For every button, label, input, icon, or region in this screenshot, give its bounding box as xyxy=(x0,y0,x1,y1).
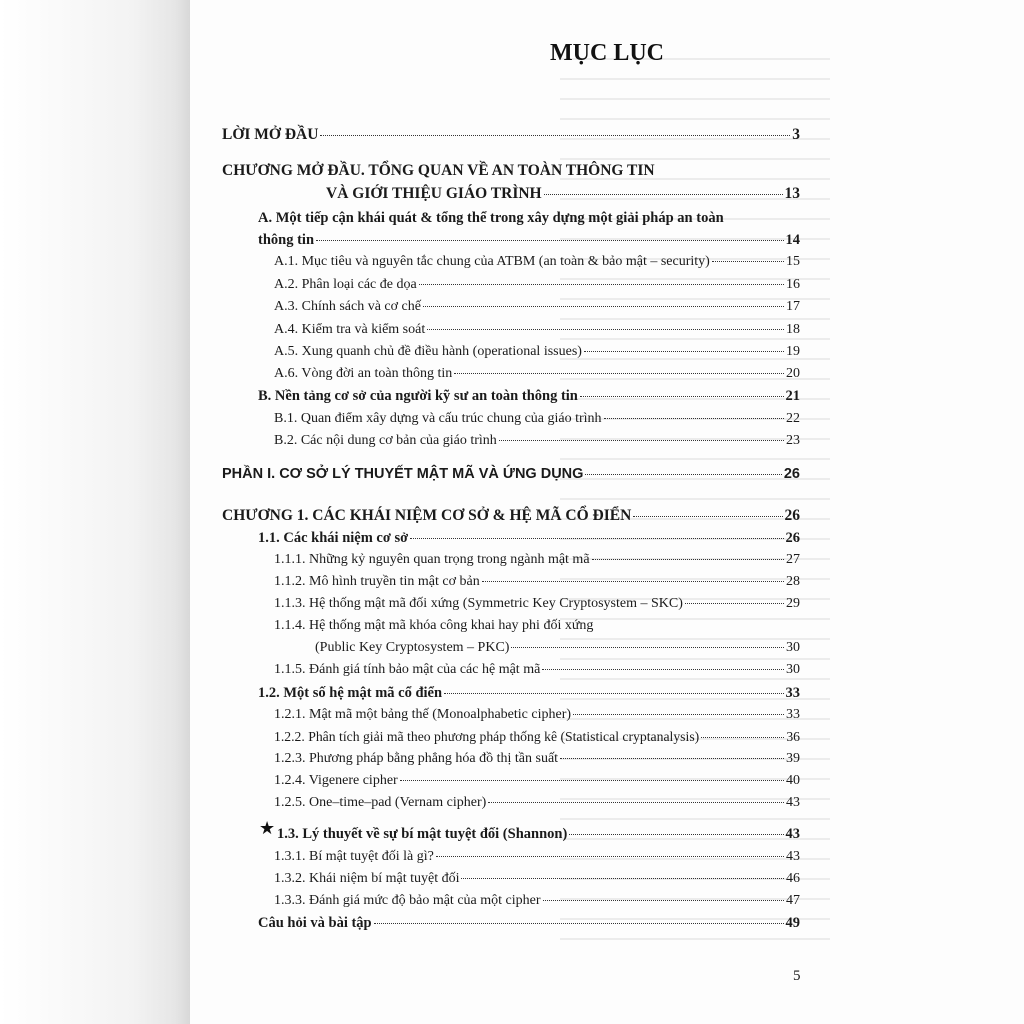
toc-entry-cau-hoi xyxy=(258,915,800,932)
toc-entry-page: 17 xyxy=(786,299,800,314)
toc-entry-title: 1.1.1. Những kỷ nguyên quan trọng trong ngành mật mã xyxy=(274,552,590,567)
toc-entry-chuong-mo-dau xyxy=(326,185,800,203)
toc-entry-page: 18 xyxy=(786,322,800,337)
toc-leader-dots xyxy=(454,372,784,374)
toc-entry-title: A.2. Phân loại các đe dọa xyxy=(274,277,417,292)
toc-entry-1-1-4 xyxy=(315,640,800,656)
toc-entry-title: A.6. Vòng đời an toàn thông tin xyxy=(274,366,453,381)
toc-entry-1-3 xyxy=(277,826,800,843)
toc-leader-dots xyxy=(585,473,781,475)
toc-leader-dots xyxy=(419,283,784,285)
toc-entry-page: 22 xyxy=(786,411,800,426)
toc-entry-title: (Public Key Cryptosystem – PKC) xyxy=(315,640,510,655)
toc-entry-page: 19 xyxy=(786,344,800,359)
toc-entry-page: 28 xyxy=(786,574,800,589)
toc-entry-title: 1.1.3. Hệ thống mật mã đối xứng (Symmetric Key Cryptosystem – SKC) xyxy=(274,596,683,611)
toc-entry-title: CHƯƠNG 1. CÁC KHÁI NIỆM CƠ SỞ & HỆ MÃ CỔ ĐIỂN xyxy=(222,507,632,524)
toc-entry-title: PHẦN I. CƠ SỞ LÝ THUYẾT MẬT MÃ VÀ ỨNG DỤNG xyxy=(222,466,584,482)
toc-entry-title: A.5. Xung quanh chủ đề điều hành (operational issues) xyxy=(274,344,582,359)
toc-entry-1-2-1 xyxy=(274,707,800,723)
toc-entry-a2 xyxy=(274,277,800,293)
toc-entry-title: 1.2.3. Phương pháp bằng phẳng hóa đồ thị tần suất xyxy=(274,751,559,766)
toc-entry-a1 xyxy=(274,254,800,270)
toc-entry-title: B.1. Quan điểm xây dựng và cấu trúc chung của giáo trình xyxy=(274,411,602,426)
toc-leader-dots xyxy=(423,305,784,307)
toc-entry-title: 1.2.5. One–time–pad (Vernam cipher) xyxy=(274,795,487,810)
toc-entry-1-1-4-line1: 1.1.4. Hệ thống mật mã khóa công khai hay phi đối xứng xyxy=(274,618,594,633)
toc-entry-loi-mo-dau xyxy=(222,126,800,144)
toc-entry-page: 33 xyxy=(785,685,800,701)
toc-entry-1-3-3 xyxy=(274,893,800,909)
toc-entry-page: 30 xyxy=(786,640,800,655)
toc-leader-dots xyxy=(701,736,784,738)
toc-entry-1-2-5 xyxy=(274,795,800,811)
toc-entry-1-3-1 xyxy=(274,849,800,865)
toc-entry-page: 14 xyxy=(785,232,800,248)
toc-entry-title: LỜI MỞ ĐẦU xyxy=(222,126,319,143)
toc-entry-title: Câu hỏi và bài tập xyxy=(258,915,372,931)
toc-leader-dots xyxy=(374,922,784,924)
toc-entry-page: 39 xyxy=(786,751,800,766)
toc-entry-1-2-3 xyxy=(274,751,800,767)
toc-entry-a6 xyxy=(274,366,800,382)
toc-entry-page: 26 xyxy=(783,466,800,482)
toc-leader-dots xyxy=(592,558,784,560)
toc-leader-dots xyxy=(573,713,784,715)
toc-entry-chuong-mo-dau-line1: CHƯƠNG MỞ ĐẦU. TỔNG QUAN VỀ AN TOÀN THÔNG TIN xyxy=(222,162,655,179)
toc-entry-page: 23 xyxy=(786,433,800,448)
toc-leader-dots xyxy=(685,602,784,604)
toc-entry-page: 36 xyxy=(786,729,800,744)
toc-entry-title: A.3. Chính sách và cơ chế xyxy=(274,299,421,314)
toc-entry-a4 xyxy=(274,322,800,338)
toc-leader-dots xyxy=(320,134,790,136)
toc-entry-phan-1 xyxy=(222,466,800,482)
toc-entry-title: B. Nền tảng cơ sở của người kỹ sư an toàn thông tin xyxy=(258,388,578,404)
toc-entry-title: 1.2.1. Mật mã một bảng thế (Monoalphabetic cipher) xyxy=(274,707,572,722)
toc-entry-title: 1.1.5. Đánh giá tính bảo mật của các hệ mật mã xyxy=(274,662,541,677)
toc-entry-title: 1.3.1. Bí mật tuyệt đối là gì? xyxy=(274,849,434,864)
toc-entry-1-1 xyxy=(258,530,800,547)
toc-leader-dots xyxy=(712,260,784,262)
toc-entry-b1 xyxy=(274,411,800,427)
toc-entry-page: 26 xyxy=(785,530,800,546)
toc-leader-dots xyxy=(569,833,783,835)
toc-entry-title: thông tin xyxy=(258,232,315,248)
toc-entry-page: 47 xyxy=(786,893,800,908)
toc-entry-page: 16 xyxy=(786,277,800,292)
toc-leader-dots xyxy=(584,350,784,352)
toc-entry-1-2-2 xyxy=(274,729,800,745)
toc-leader-dots xyxy=(482,580,784,582)
toc-entry-a xyxy=(258,232,800,249)
toc-leader-dots xyxy=(488,801,784,803)
toc-entry-title: 1.2. Một số hệ mật mã cổ điển xyxy=(258,685,443,701)
toc-leader-dots xyxy=(499,439,784,441)
toc-entry-page: 26 xyxy=(784,507,800,524)
toc-entry-a5 xyxy=(274,344,800,360)
toc-leader-dots xyxy=(410,537,783,539)
toc-entry-page: 29 xyxy=(786,596,800,611)
toc-entry-title: 1.1. Các khái niệm cơ sở xyxy=(258,530,409,546)
toc-entry-title: B.2. Các nội dung cơ bản của giáo trình xyxy=(274,433,497,448)
toc-entry-page: 13 xyxy=(784,185,800,202)
toc-leader-dots xyxy=(444,692,783,694)
toc-entry-page: 27 xyxy=(786,552,800,567)
book-spine-shadow xyxy=(0,0,190,1024)
toc-entry-title: 1.2.4. Vigenere cipher xyxy=(274,773,398,788)
toc-leader-dots xyxy=(544,193,783,195)
toc-entry-1-1-5 xyxy=(274,662,800,678)
toc-entry-title: 1.3.2. Khái niệm bí mật tuyệt đối xyxy=(274,871,460,886)
toc-leader-dots xyxy=(511,646,784,648)
toc-leader-dots xyxy=(400,779,784,781)
toc-entry-1-1-3 xyxy=(274,596,800,612)
toc-entry-1-2 xyxy=(258,685,800,702)
toc-leader-dots xyxy=(461,877,784,879)
toc-entry-page: 20 xyxy=(786,366,800,381)
toc-entry-page: 40 xyxy=(786,773,800,788)
toc-entry-page: 49 xyxy=(785,915,800,931)
toc-leader-dots xyxy=(560,757,784,759)
toc-leader-dots xyxy=(580,395,784,397)
toc-leader-dots xyxy=(427,328,784,330)
toc-entry-title: A.4. Kiểm tra và kiểm soát xyxy=(274,322,426,337)
toc-entry-a3 xyxy=(274,299,800,315)
toc-entry-1-2-4 xyxy=(274,773,800,789)
toc-entry-page: 43 xyxy=(786,795,800,810)
toc-entry-page: 3 xyxy=(792,126,800,143)
toc-entry-b xyxy=(258,388,800,405)
toc-entry-title: 1.3. Lý thuyết về sự bí mật tuyệt đối (Shannon) xyxy=(277,826,568,842)
toc-entry-1-1-1 xyxy=(274,552,800,568)
toc-leader-dots xyxy=(633,515,782,517)
toc-entry-page: 30 xyxy=(786,662,800,677)
toc-entry-title: 1.3.3. Đánh giá mức độ bảo mật của một cipher xyxy=(274,893,541,908)
toc-entry-page: 46 xyxy=(786,871,800,886)
toc-entry-1-3-2 xyxy=(274,871,800,887)
toc-leader-dots xyxy=(542,668,784,670)
toc-entry-chuong-1 xyxy=(222,507,800,525)
page-number: 5 xyxy=(793,968,801,984)
toc-entry-a-line1: A. Một tiếp cận khái quát & tổng thể trong xây dựng một giải pháp an toàn xyxy=(258,210,724,226)
toc-entry-page: 21 xyxy=(785,388,800,404)
toc-leader-dots xyxy=(543,899,784,901)
toc-entry-page: 43 xyxy=(785,826,800,842)
toc-leader-dots xyxy=(316,239,783,241)
toc-entry-title: 1.2.2. Phân tích giải mã theo phương pháp thống kê (Statistical cryptanalysis) xyxy=(274,729,700,744)
toc-entry-b2 xyxy=(274,433,800,449)
toc-entry-page: 33 xyxy=(786,707,800,722)
toc-leader-dots xyxy=(436,855,784,857)
toc-entry-title: 1.1.2. Mô hình truyền tin mật cơ bản xyxy=(274,574,480,589)
toc-entry-page: 43 xyxy=(786,849,800,864)
toc-entry-title: A.1. Mục tiêu và nguyên tắc chung của ATBM (an toàn & bảo mật – security) xyxy=(274,254,710,269)
page-title: MỤC LỤC xyxy=(550,40,664,66)
toc-entry-1-1-2 xyxy=(274,574,800,590)
star-icon: ★ xyxy=(259,818,276,838)
toc-entry-page: 15 xyxy=(786,254,800,269)
toc-entry-title: VÀ GIỚI THIỆU GIÁO TRÌNH xyxy=(326,185,542,202)
toc-leader-dots xyxy=(604,417,784,419)
